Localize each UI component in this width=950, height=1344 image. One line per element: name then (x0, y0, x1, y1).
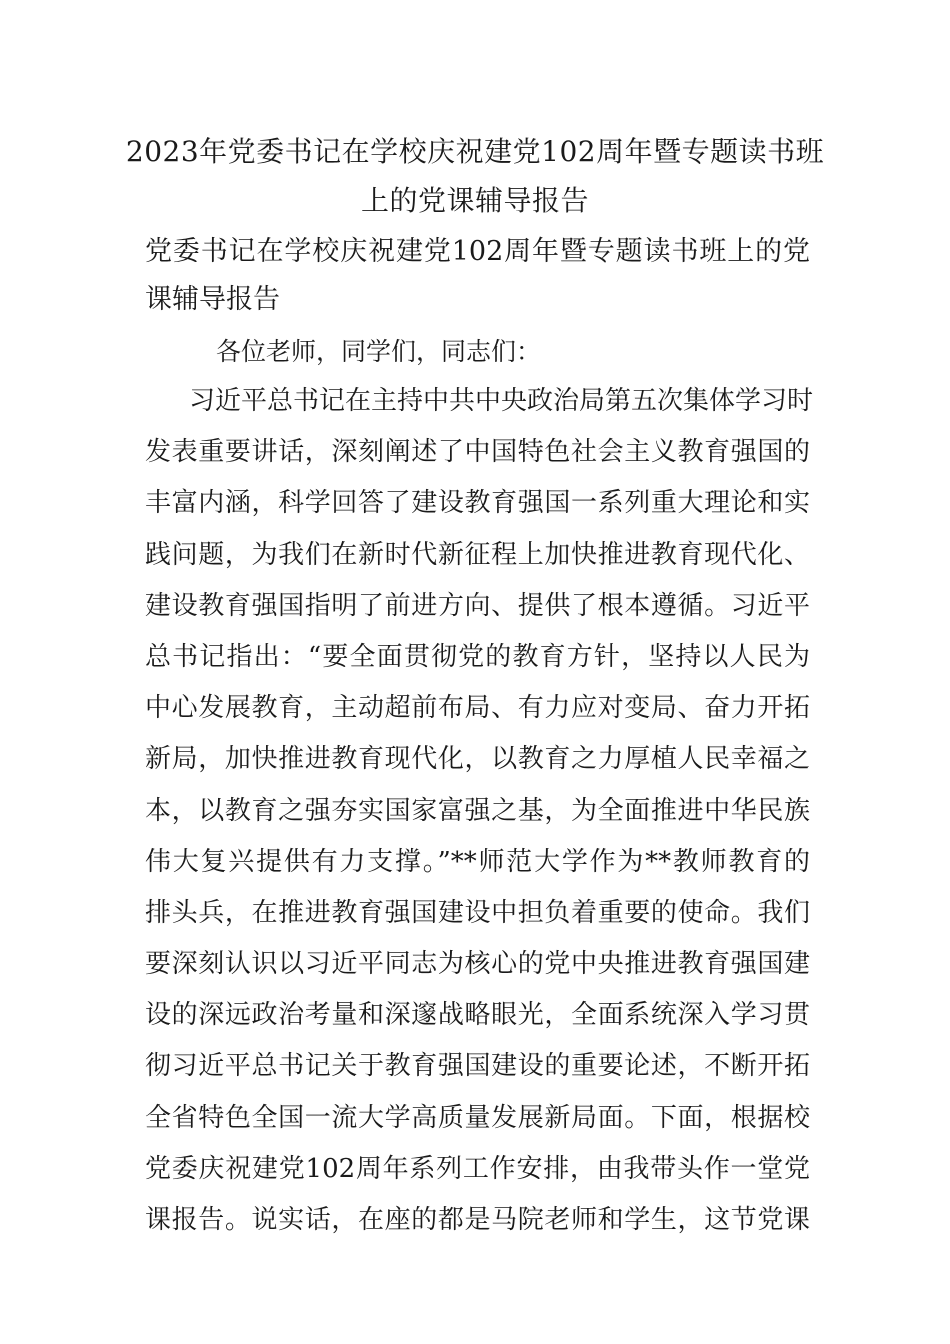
body-line: 总书记指出：“要全面贯彻党的教育方针，坚持以人民为 (145, 641, 810, 672)
body-line: 课报告。说实话，在座的都是马院老师和学生，这节党课 (145, 1205, 810, 1235)
body-line: 建设教育强国指明了前进方向、提供了根本遵循。习近平 (145, 590, 810, 621)
body-paragraph (145, 376, 814, 1246)
document-title-line-1: 2023年党委书记在学校庆祝建党102周年暨专题读书班 (125, 135, 825, 168)
body-line: 丰富内涵，科学回答了建设教育强国一系列重大理论和实 (145, 488, 810, 519)
body-line: 习近平总书记在主持中共中央政治局第五次集体学习时 (189, 386, 814, 416)
body-line: 发表重要讲话，深刻阐述了中国特色社会主义教育强国的 (145, 437, 810, 468)
document-title-line-2: 上的党课辅导报告 (360, 184, 589, 217)
greeting: 各位老师，同学们，同志们： (216, 337, 542, 366)
body-line: 设的深远政治考量和深邃战略眼光，全面系统深入学习贯 (145, 1000, 810, 1031)
body-line: 本，以教育之强夯实国家富强之基，为全面推进中华民族 (145, 795, 810, 826)
body-line: 新局，加快推进教育现代化，以教育之力厚植人民幸福之 (145, 744, 810, 775)
body-line: 排头兵，在推进教育强国建设中担负着重要的使命。我们 (145, 897, 810, 928)
body-line: 中心发展教育，主动超前布局、有力应对变局、奋力开拓 (145, 693, 810, 724)
body-line: 伟大复兴提供有力支撑。”**师范大学作为**教师教育的 (145, 846, 810, 877)
document-subtitle: 党委书记在学校庆祝建党102周年暨专题读书班上的党课辅导报告 (145, 236, 810, 315)
body-line: 全省特色全国一流大学高质量发展新局面。下面，根据校 (145, 1102, 810, 1133)
body-line: 党委庆祝建党102周年系列工作安排，由我带头作一堂党 (145, 1153, 810, 1184)
body-line: 要深刻认识以习近平同志为核心的党中央推进教育强国建 (145, 949, 810, 980)
body-line: 践问题，为我们在新时代新征程上加快推进教育现代化、 (145, 539, 810, 570)
body-line: 彻习近平总书记关于教育强国建设的重要论述，不断开拓 (145, 1051, 810, 1082)
